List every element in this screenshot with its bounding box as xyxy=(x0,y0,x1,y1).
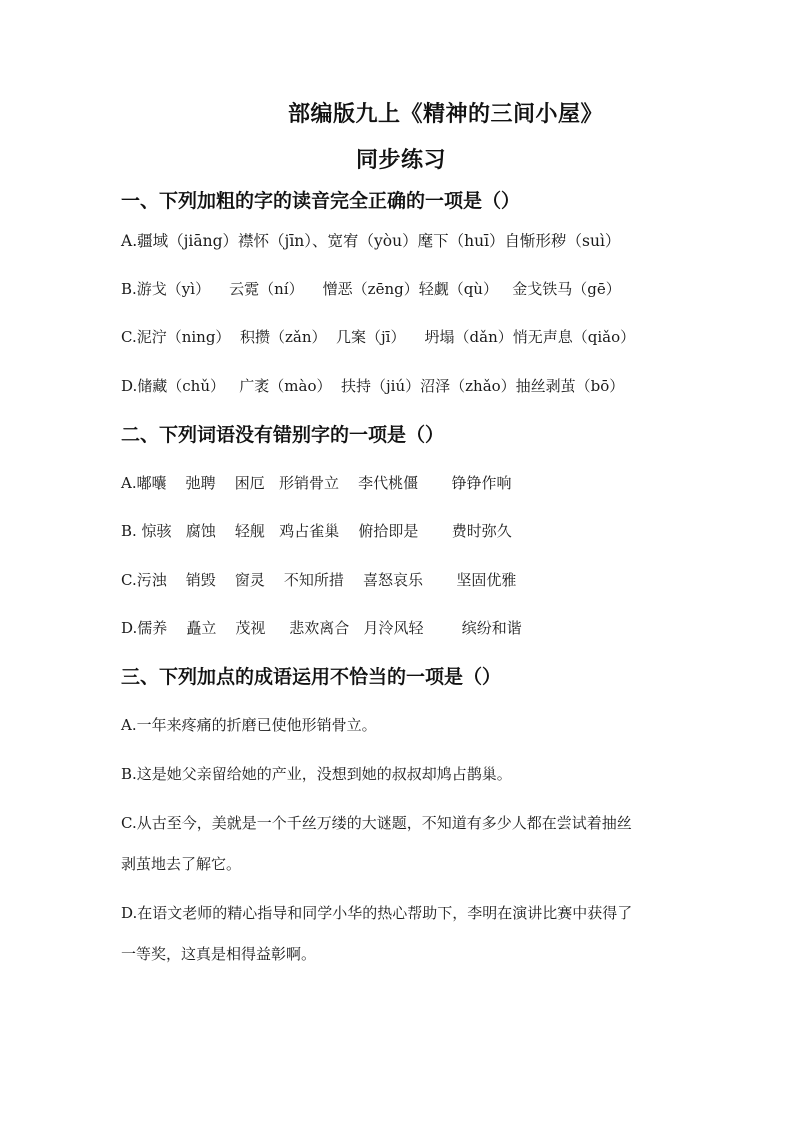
question-3-option-b: B.这是她父亲留给她的产业，没想到她的叔叔却鸠占鹊巢。 xyxy=(121,765,512,783)
question-3-option-d-line-2: 一等奖，这真是相得益彰啊。 xyxy=(121,945,317,963)
question-3-option-c-line-2: 剥茧地去了解它。 xyxy=(121,855,242,873)
question-3-option-c-line-1: C.从古至今，美就是一个千丝万缕的大谜题，不知道有多少人都在尝试着抽丝 xyxy=(121,814,632,832)
question-3-option-d-line-1: D.在语文老师的精心指导和同学小华的热心帮助下，李明在演讲比赛中获得了 xyxy=(121,904,633,922)
question-2-option-b: B. 惊骇 腐蚀 轻舰 鸡占雀巢 俯拾即是 费时弥久 xyxy=(121,522,512,540)
document-title: 部编版九上《精神的三间小屋》 xyxy=(288,101,604,127)
question-1-option-a: A.疆域（jiāng）襟怀（jīn）、宽宥（yòu）麾下（huī）自惭形秽（suì） xyxy=(121,232,621,250)
question-1-option-c: C.泥泞（ning） 积攒（zǎn） 几案（jī） 坍塌（dǎn）悄无声息（qiǎo） xyxy=(121,328,636,346)
question-2-option-d: D.儒养 矗立 茂视 悲欢离合 月泠风轻 缤纷和谐 xyxy=(121,619,522,637)
question-1-heading: 一、下列加粗的字的读音完全正确的一项是（） xyxy=(121,190,521,212)
question-2-option-a: A.嘟囔 弛聘 困厄 形销骨立 李代桃僵 铮铮作响 xyxy=(121,474,512,492)
question-2-heading: 二、下列词语没有错别字的一项是（） xyxy=(121,424,445,446)
question-3-option-a: A.一年来疼痛的折磨已使他形销骨立。 xyxy=(121,716,377,734)
document-subtitle: 同步练习 xyxy=(356,147,447,173)
question-3-heading: 三、下列加点的成语运用不恰当的一项是（） xyxy=(121,666,502,688)
question-1-option-d: D.储藏（chǔ） 广袤（mào） 扶持（jiú）沼泽（zhǎo）抽丝剥茧（bō） xyxy=(121,377,625,395)
question-2-option-c: C.污浊 销毁 窗灵 不知所措 喜怒哀乐 坚固优雅 xyxy=(121,571,517,589)
question-1-option-b: B.游戈（yì） 云霓（ní） 憎恶（zēng）轻觑（qù） 金戈铁马（gē） xyxy=(121,280,621,298)
